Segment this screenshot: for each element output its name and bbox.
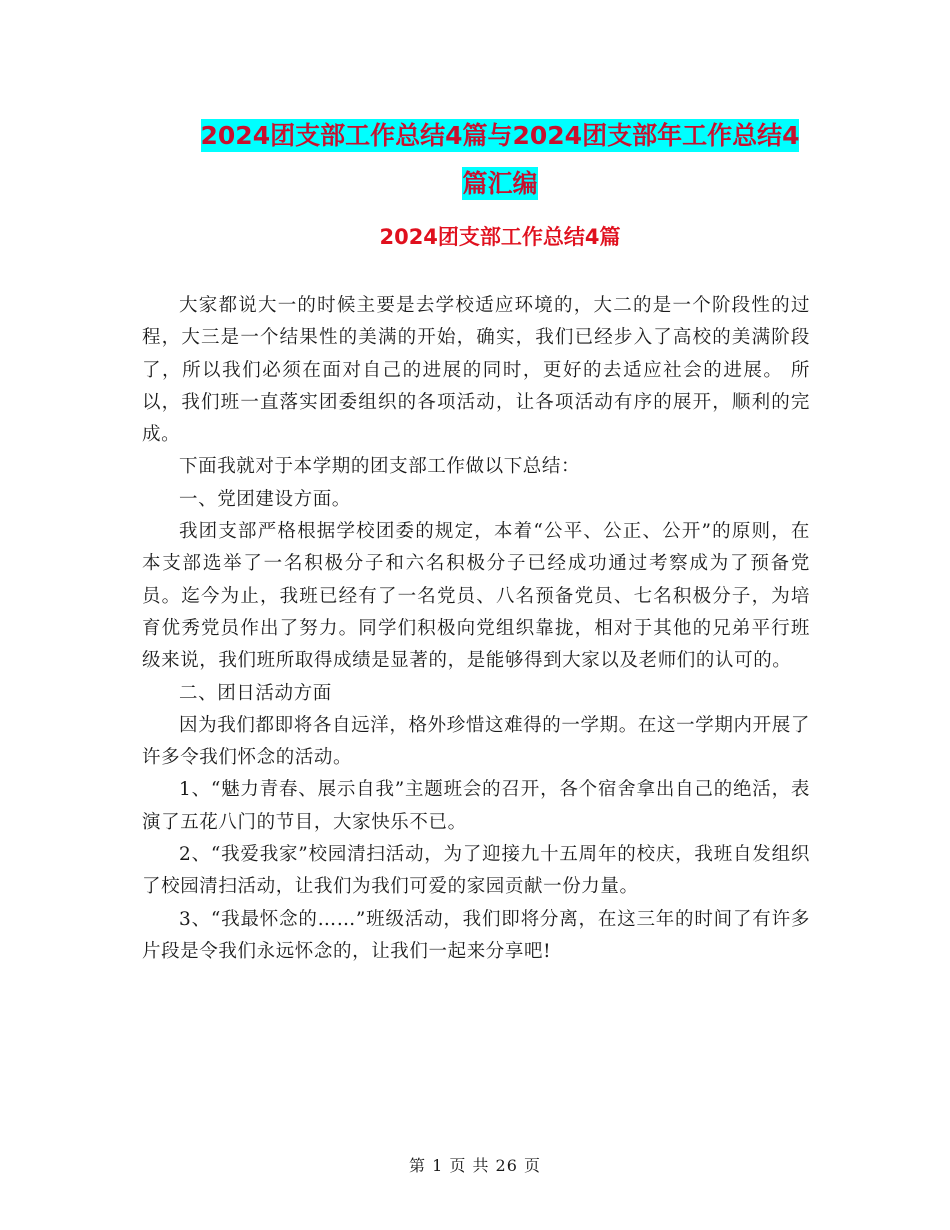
paragraph: 一、党团建设方面。	[179, 488, 351, 510]
title-line-1: 2024团支部工作总结4篇与2024团支部年工作总结4	[200, 121, 800, 150]
paragraph: 二、团日活动方面	[179, 682, 332, 704]
paragraph: 因为我们都即将各自远洋，格外珍惜这难得的一学期。在这一学期内开展了许多令我们怀念的活动。	[142, 714, 810, 769]
paragraph: 下面我就对于本学期的团支部工作做以下总结：	[179, 456, 581, 478]
paragraph: 3、“我最怀念的……”班级活动，我们即将分离，在这三年的时间了有许多片段是令我们永远怀念的，让我们一起来分享吧!	[142, 908, 810, 962]
page-footer: 第 1 页 共 26 页	[409, 1156, 541, 1175]
paragraph: 2、“我爱我家”校园清扫活动，为了迎接九十五周年的校庆，我班自发组织了校园清扫活动，让我们为我们可爱的家园贡献一份力量。	[142, 844, 810, 898]
section-title: 2024团支部工作总结4篇	[379, 225, 621, 249]
paragraph: 大家都说大一的时候主要是去学校适应环境的，大二的是一个阶段性的过程，大三是一个结果性的美满的开始，确实，我们已经步入了高校的美满阶段了，所以我们必须在面对自己的进展的同时，更好的去适应社会的进展。 所以，我们班一直落实团委组织的各项活动，让各项活动有序的展开，顺利的完成。	[142, 295, 810, 446]
document-body	[142, 290, 810, 968]
paragraph: 我团支部严格根据学校团委的规定，本着“公平、公正、公开”的原则，在本支部选举了一名积极分子和六名积极分子已经成功通过考察成为了预备党员。迄今为止，我班已经有了一名党员、八名预备党员、七名积极分子，为培育优秀党员作出了努力。同学们积极向党组织靠拢，相对于其他的兄弟平行班级来说，我们班所取得成绩是显著的，是能够得到大家以及老师们的认可的。	[142, 521, 810, 672]
title-line-2: 篇汇编	[462, 169, 538, 198]
document-title	[140, 112, 860, 208]
paragraph: 1、“魅力青春、展示自我”主题班会的召开，各个宿舍拿出自己的绝活，表演了五花八门的节目，大家快乐不已。	[142, 779, 810, 833]
